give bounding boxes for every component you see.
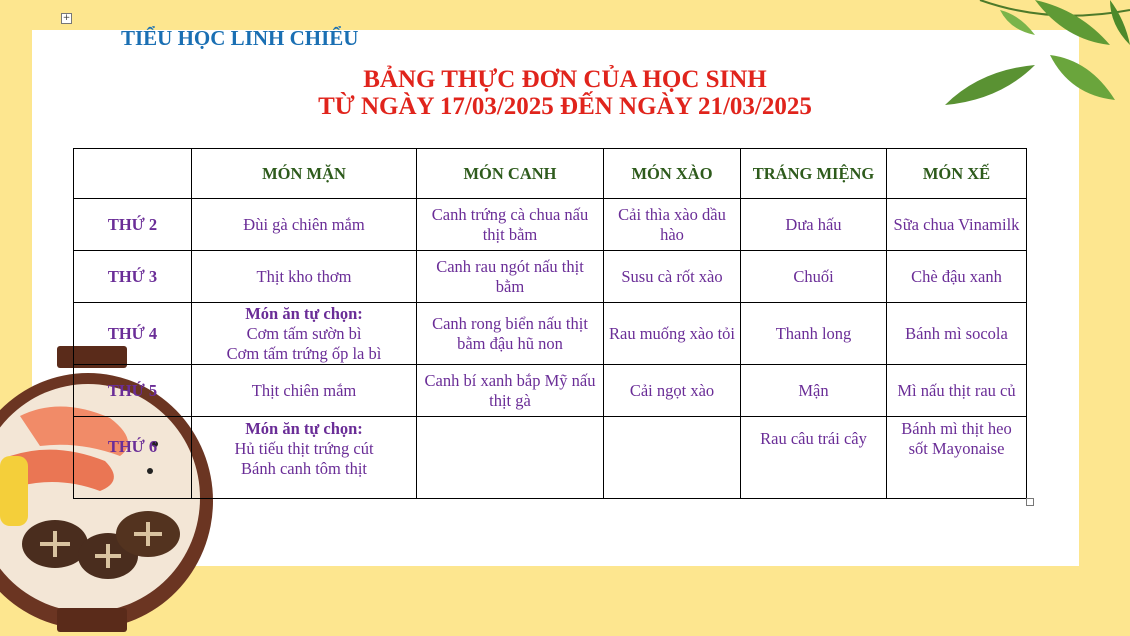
mon-man-cell: Thịt chiên mắm: [192, 365, 417, 417]
mon-xao-cell: [604, 417, 741, 499]
menu-table: [73, 148, 1027, 499]
mon-man-cell: Đùi gà chiên mắm: [192, 199, 417, 251]
mon-canh-cell: Canh bí xanh bắp Mỹ nấu thịt gà: [417, 365, 604, 417]
table-row: [74, 365, 1027, 417]
header-mon-xe: MÓN XẾ: [887, 149, 1027, 199]
mon-xao-cell: Susu cà rốt xào: [604, 251, 741, 303]
day-cell: THỨ 5: [74, 365, 192, 417]
mon-xao-cell: Cải ngọt xào: [604, 365, 741, 417]
mon-canh-cell: Canh trứng cà chua nấu thịt bằm: [417, 199, 604, 251]
mon-canh-cell: Canh rong biển nấu thịt bằm đậu hũ non: [417, 303, 604, 365]
table-row: [74, 199, 1027, 251]
mon-canh-cell: Canh rau ngót nấu thịt bằm: [417, 251, 604, 303]
header-trang-mieng: TRÁNG MIỆNG: [741, 149, 887, 199]
header-mon-xao: MÓN XÀO: [604, 149, 741, 199]
table-header-row: [74, 149, 1027, 199]
mon-xe-cell: Sữa chua Vinamilk: [887, 199, 1027, 251]
resize-handle-icon[interactable]: [1026, 498, 1034, 506]
day-cell: THỨ 2: [74, 199, 192, 251]
table-row: [74, 303, 1027, 365]
mon-xe-cell: Bánh mì thịt heo sốt Mayonaise: [887, 417, 1027, 499]
mon-xe-cell: Chè đậu xanh: [887, 251, 1027, 303]
day-cell: THỨ 3: [74, 251, 192, 303]
option-item: Cơm tấm trứng ốp la bì: [226, 343, 382, 363]
table-row: [74, 417, 1027, 499]
trang-mieng-cell: Mận: [741, 365, 887, 417]
option-item: Hủ tiếu thịt trứng cút: [234, 439, 374, 458]
menu-date-range: TỪ NGÀY 17/03/2025 ĐẾN NGÀY 21/03/2025: [318, 93, 812, 120]
option-label: Món ăn tự chọn:: [245, 419, 363, 438]
option-item: Bánh canh tôm thịt: [240, 459, 368, 478]
header-blank: [74, 149, 192, 199]
header-mon-man: MÓN MẶN: [192, 149, 417, 199]
school-name: TIỂU HỌC LINH CHIỂU: [121, 26, 359, 50]
mon-canh-cell: [417, 417, 604, 499]
trang-mieng-cell: Dưa hấu: [741, 199, 887, 251]
trang-mieng-cell: Chuối: [741, 251, 887, 303]
mon-man-cell: [192, 417, 417, 499]
option-item: Cơm tấm sườn bì: [246, 323, 362, 343]
day-cell: THỨ 6: [74, 417, 192, 499]
mon-man-cell: [192, 303, 417, 365]
move-handle-icon[interactable]: +: [62, 13, 71, 23]
mon-xao-cell: Cải thìa xào dầu hào: [604, 199, 741, 251]
mon-xao-cell: Rau muống xào tỏi: [604, 303, 741, 365]
trang-mieng-cell: Thanh long: [741, 303, 887, 365]
day-cell: THỨ 4: [74, 303, 192, 365]
mon-man-cell: Thịt kho thơm: [192, 251, 417, 303]
trang-mieng-cell: Rau câu trái cây: [741, 417, 887, 499]
header-mon-canh: MÓN CANH: [417, 149, 604, 199]
mon-xe-cell: Mì nấu thịt rau củ: [887, 365, 1027, 417]
mon-xe-cell: Bánh mì socola: [887, 303, 1027, 365]
option-label: Món ăn tự chọn:: [245, 303, 363, 323]
table-row: [74, 251, 1027, 303]
menu-title: BẢNG THỰC ĐƠN CỦA HỌC SINH: [363, 66, 767, 93]
